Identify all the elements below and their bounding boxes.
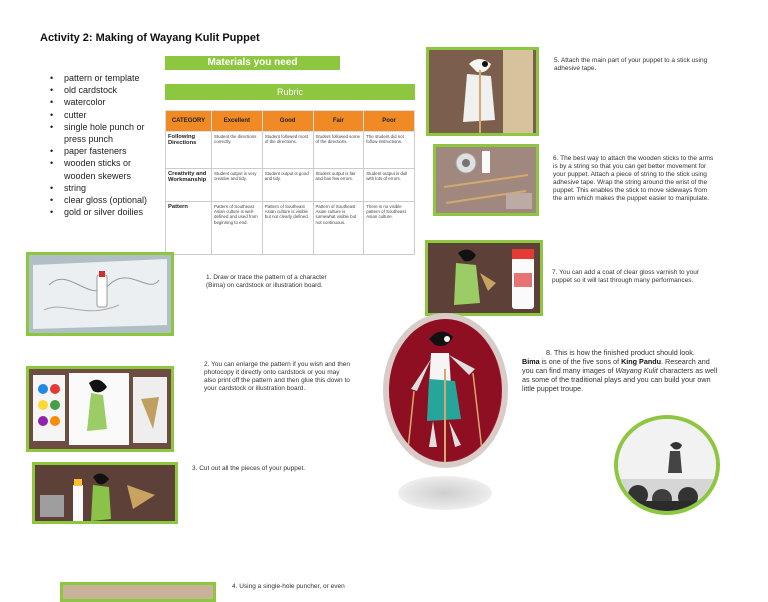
table-cell: Pattern of Southeast Asian culture is somewhat visible but not continuous.: [313, 202, 364, 255]
list-item: • clear gloss (optional): [40, 194, 165, 206]
step-4: 4. Using a single-hole puncher, or even: [232, 583, 345, 590]
list-item: • wooden sticks or wooden skewers: [40, 157, 165, 181]
table-header-row: [166, 111, 415, 132]
pattern-tracing-illustration: [29, 255, 171, 333]
column-header: Poor: [364, 111, 415, 132]
photo-clear-gloss: [425, 240, 543, 316]
table-cell: There is no visible pattern of Southeast Asian culture.: [364, 202, 415, 255]
list-item: • watercolor: [40, 96, 165, 108]
step-3: 3. Cut out all the pieces of your puppet.: [192, 465, 306, 472]
table-cell: Student output is fair and has few errors.: [313, 169, 364, 202]
table-row: [166, 202, 415, 255]
table-cell: Pattern: [166, 202, 212, 255]
step-3-text: [192, 465, 352, 473]
photo-cut-pieces: [32, 462, 178, 524]
photo-attaching-sticks: [433, 144, 539, 216]
table-cell: Following Directions: [166, 132, 212, 169]
list-item: • old cardstock: [40, 84, 165, 96]
king-pandu-name: King Pandu: [621, 357, 662, 366]
list-item: • cutter: [40, 109, 165, 121]
table-cell: The student did not follow instructions.: [364, 132, 415, 169]
table-cell: Student followed most of the directions.: [262, 132, 313, 169]
step-8-intro: 8. This is how the finished product should look.: [546, 348, 695, 357]
step-2-text: [204, 361, 352, 393]
step-5-text: [554, 57, 714, 73]
puppet-shadow: [398, 476, 492, 510]
shadow-play-illustration: [618, 419, 716, 511]
clear-gloss-illustration: [428, 243, 540, 313]
list-item: • paper fasteners: [40, 145, 165, 157]
list-item: • gold or silver doilies: [40, 206, 165, 218]
table-row: [166, 132, 415, 169]
step-4-text: [232, 583, 392, 591]
list-item: • pattern or template: [40, 72, 165, 84]
wayang-kulit-term: Wayang Kulit: [615, 366, 658, 375]
photo-painted-pattern: [26, 366, 174, 452]
column-header: CATEGORY: [166, 111, 212, 132]
column-header: Excellent: [212, 111, 263, 132]
puppet-on-stick-illustration: [429, 50, 536, 133]
table-cell: Student the directions correctly.: [212, 132, 263, 169]
page-title: Activity 2: Making of Wayang Kulit Puppet: [40, 32, 260, 44]
table-cell: Student output is very creative and tidy.: [212, 169, 263, 202]
step-6-text: [553, 155, 717, 203]
rubric-table: [165, 110, 415, 255]
bima-name: Bima: [522, 357, 540, 366]
step-8-body: [522, 357, 720, 393]
table-cell: Pattern of Southeast Asian culture is well-defined and used from beginning to end.: [212, 202, 263, 255]
rubric-header: Rubric: [165, 84, 415, 100]
photo-puppet-on-stick: [426, 47, 539, 136]
step-8-mid: is one of the five sons of: [539, 357, 622, 366]
step-8-text: [522, 348, 720, 393]
materials-list: [40, 72, 165, 218]
table-cell: Student followed some of the directions.: [313, 132, 364, 169]
painted-pattern-illustration: [29, 369, 171, 449]
finished-puppet-illustration: [389, 319, 502, 462]
finished-puppet-oval: [383, 313, 508, 468]
table-cell: Student output is dull with lots of errors.: [364, 169, 415, 202]
step-1-text: [206, 274, 338, 290]
photo-hole-punching: [60, 582, 216, 602]
step-2: 2. You can enlarge the pattern if you wish and then photocopy it directly onto cardstock or you may also print off the pattern and then glue this down to your cardstock or illustration board.: [204, 361, 350, 392]
column-header: Fair: [313, 111, 364, 132]
attaching-sticks-illustration: [436, 147, 536, 213]
step-8-rest2: characters as well as some of the traditional plays and you can build your own little puppet troupe.: [522, 366, 718, 393]
table-cell: Pattern of Southeast Asian culture is visible but not clearly defined.: [262, 202, 313, 255]
step-1: 1. Draw or trace the pattern of a character (Bima) on cardstock or illustration board.: [206, 274, 327, 289]
table-row: [166, 169, 415, 202]
table-cell: Creativity and Workmanship: [166, 169, 212, 202]
list-item: • single hole punch or press punch: [40, 121, 165, 145]
materials-header: Materials you need: [165, 56, 340, 70]
cut-pieces-illustration: [35, 465, 175, 521]
step-6: 6. The best way to attach the wooden sticks to the arms is by a string so that you can get better movement for your puppet. Attach a piece of string to the stick using adhesive tape. Wrap the string around the wrist of the puppet. This enables the stick to move sideways from the arm which makes the puppet easier to manipulate.: [553, 155, 714, 202]
shadow-play-oval: [614, 415, 720, 515]
column-header: Good: [262, 111, 313, 132]
step-5: 5. Attach the main part of your puppet to a stick using adhesive tape.: [554, 57, 708, 72]
step-8-rest1: . Research and you can find many images of: [522, 357, 710, 375]
list-item: • string: [40, 182, 165, 194]
table-cell: Student output is good and tidy.: [262, 169, 313, 202]
photo-pattern-tracing: [26, 252, 174, 336]
step-7: 7. You can add a coat of clear gloss varnish to your puppet so it will last through many performances.: [552, 269, 700, 284]
step-7-text: [552, 269, 720, 285]
